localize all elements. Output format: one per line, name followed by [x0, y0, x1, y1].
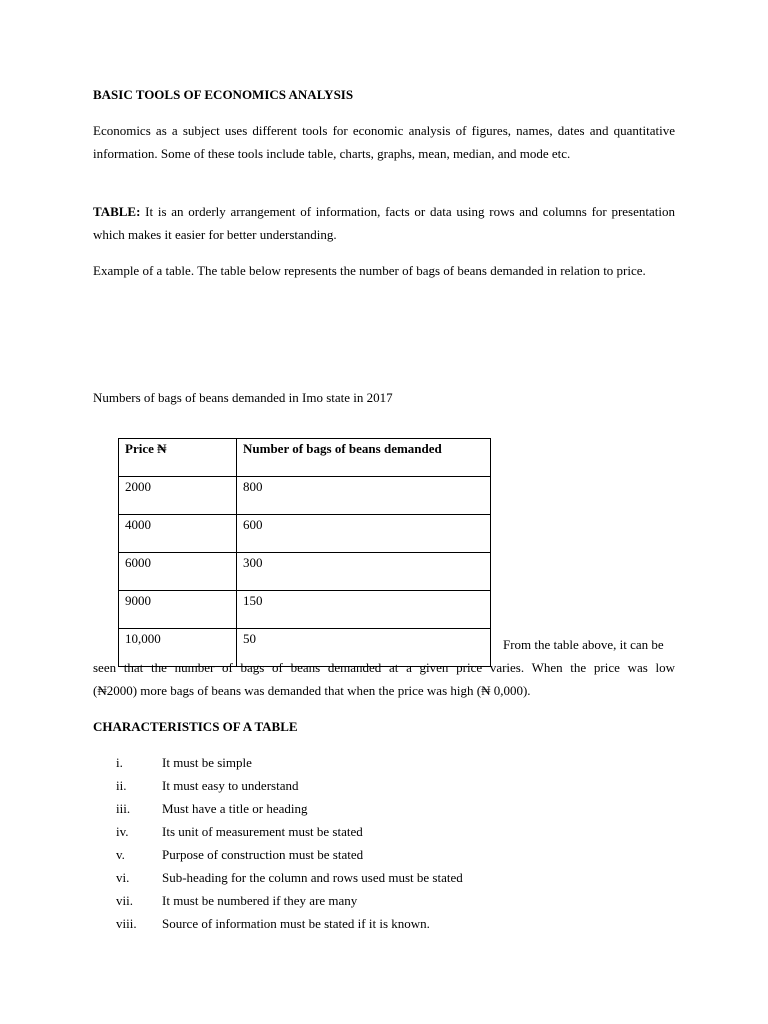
- list-item-text: Purpose of construction must be stated: [162, 847, 364, 862]
- characteristics-heading: CHARACTERISTICS OF A TABLE: [93, 719, 298, 734]
- table-cell-price: 4000: [119, 515, 237, 553]
- list-item-number: vi.: [116, 870, 130, 885]
- table-cell-bags: 300: [237, 553, 491, 591]
- list-item-text: Must have a title or heading: [162, 801, 308, 816]
- beans-demand-table: [118, 438, 491, 667]
- list-item: [116, 820, 363, 843]
- table-cell-bags: 150: [237, 591, 491, 629]
- table-header-price: Price ₦: [119, 439, 237, 477]
- list-item-number: iii.: [116, 801, 131, 816]
- table-definition-text: It is an orderly arrangement of information, facts or data using rows and columns for presentation which makes it easier for better understanding.: [93, 204, 675, 242]
- list-item-number: ii.: [116, 778, 127, 793]
- list-item: [116, 866, 463, 889]
- list-item-text: It must be simple: [162, 755, 252, 770]
- conclusion-line-3: (₦2000) more bags of beans was demanded that when the price was high (₦ 0,000).: [93, 683, 531, 698]
- list-item-text: Sub-heading for the column and rows used must be stated: [162, 870, 463, 885]
- intro-paragraph: Economics as a subject uses different tools for economic analysis of figures, names, dates and quantitative information. Some of these tools include table, charts, graphs, mean, median, and mode etc.: [93, 123, 675, 161]
- list-item-text: Source of information must be stated if it is known.: [162, 916, 430, 931]
- table-cell-bags: 50: [237, 629, 491, 667]
- list-item-number: iv.: [116, 824, 129, 839]
- table-row: [119, 515, 491, 553]
- list-item: [116, 751, 252, 774]
- list-item-number: vii.: [116, 893, 133, 908]
- table-header-bags: Number of bags of beans demanded: [237, 439, 491, 477]
- table-cell-bags: 600: [237, 515, 491, 553]
- list-item-text: Its unit of measurement must be stated: [162, 824, 363, 839]
- list-item: [116, 774, 298, 797]
- list-item-number: viii.: [116, 916, 137, 931]
- conclusion-line-1: From the table above, it can be: [503, 637, 664, 652]
- table-row: [119, 477, 491, 515]
- table-cell-price: 9000: [119, 591, 237, 629]
- page-title: BASIC TOOLS OF ECONOMICS ANALYSIS: [93, 87, 354, 102]
- conclusion-line-2: seen that the number of bags of beans demanded at a given price varies. When the price was low: [93, 660, 675, 675]
- table-row: [119, 553, 491, 591]
- list-item-text: It must easy to understand: [162, 778, 299, 793]
- table-definition-paragraph: [93, 200, 675, 246]
- table-cell-bags: 800: [237, 477, 491, 515]
- table-cell-price: 10,000: [119, 629, 237, 667]
- table-cell-price: 6000: [119, 553, 237, 591]
- list-item-number: i.: [116, 755, 123, 770]
- list-item-number: v.: [116, 847, 125, 862]
- table-caption: Numbers of bags of beans demanded in Imo state in 2017: [93, 390, 393, 405]
- table-cell-price: 2000: [119, 477, 237, 515]
- example-paragraph: Example of a table. The table below represents the number of bags of beans demanded in relation to price.: [93, 263, 646, 278]
- table-row: [119, 591, 491, 629]
- list-item: [116, 889, 357, 912]
- table-header-row: [119, 439, 491, 477]
- list-item-text: It must be numbered if they are many: [162, 893, 358, 908]
- list-item: [116, 843, 363, 866]
- table-term: TABLE:: [93, 204, 141, 219]
- list-item: [116, 912, 430, 935]
- list-item: [116, 797, 308, 820]
